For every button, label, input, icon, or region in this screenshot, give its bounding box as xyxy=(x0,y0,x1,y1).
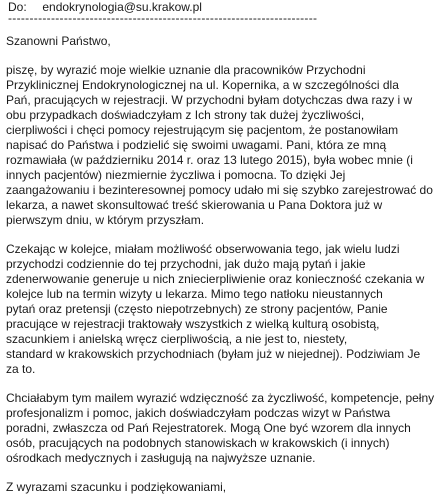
to-label: Do: xyxy=(8,0,27,14)
paragraph-line: cierpliwości i chęci pomocy rejestrującym się pacjentom, że postanowiłam xyxy=(6,123,399,137)
paragraph-line: zaangażowaniu i bezinteresownej pomocy udało mi się szybko zarejestrować do xyxy=(6,183,433,197)
paragraph-line: pytań oraz pretensji (często niepotrzebnych) ze strony pacjentów, Panie xyxy=(6,302,388,316)
paragraph-line: innych pacjentów) niezmiernie życzliwa i pomocna. To dzięki Jej xyxy=(6,168,346,182)
paragraph-line: przychodzi codziennie do tej przychodni, jak dużo mają pytań i jakie xyxy=(6,257,366,271)
paragraph-line: ośrodkach medycznych i zasługują na najwyższe uznanie. xyxy=(6,451,316,465)
paragraph-line: profesjonalizm i pomoc, jakich doświadczyłam podczas wizyt w Państwa xyxy=(6,406,391,420)
paragraph-line: kolejce lub na termin wizyty u lekarza. Mimo tego natłoku nieustannych xyxy=(6,287,383,301)
paragraph-line: rozmawiała (w październiku 2014 r. oraz 13 lutego 2015), była wobec mnie (i xyxy=(6,153,413,167)
header-separator: ------------------------------------------------------------------------ xyxy=(8,11,318,25)
paragraph-line: lekarza, a nawet skonsultować treść skierowania u Pana Doktora już w xyxy=(6,198,383,212)
closing-line: Z wyrazami szacunku i podziękowaniami, xyxy=(6,480,227,494)
paragraph-1 xyxy=(6,63,438,228)
paragraph-line: obu przypadkach doświadczyłam z Ich strony tak dużej życzliwości, xyxy=(6,108,365,122)
paragraph-line: Przyklinicznej Endokrynologicznej na ul. Kopernika, a w szczególności dla xyxy=(6,78,399,92)
paragraph-line: zdenerwowanie generuje u nich zniecierpliwienie oraz konieczność czekania w xyxy=(6,272,425,286)
paragraph-line: pierwszym dniu, w którym przyszłam. xyxy=(6,213,205,227)
paragraph-line: napisać do Państwa i podzielić się swoimi uwagami. Pani, która ze mną xyxy=(6,138,387,152)
paragraph-line: poradni, zwłaszcza od Pań Rejestratorek. Mogą One być wzorem dla innych xyxy=(6,421,411,435)
paragraph-line: Czekając w kolejce, miałam możliwość obserwowania tego, jak wielu ludzi xyxy=(6,242,400,256)
paragraph-line: Chciałabym tym mailem wyrazić wdzięczność za życzliwość, kompetencje, pełny xyxy=(6,391,435,405)
paragraph-line: szacunkiem i anielską wręcz cierpliwością, a nie jest to, niestety, xyxy=(6,332,348,346)
paragraph-line: osób, pracujących na podobnych stanowiskach w krakowskich (i innych) xyxy=(6,436,390,450)
paragraph-line: Pań, pracujących w rejestracji. W przychodni byłam dotychczas dwa razy i w xyxy=(6,93,413,107)
salutation: Szanowni Państwo, xyxy=(6,34,111,48)
paragraph-line: pracujące w rejestracji traktowały wszystkich z wielką kulturą osobistą, xyxy=(6,317,380,331)
paragraph-3 xyxy=(6,391,438,466)
email-body xyxy=(6,34,438,495)
paragraph-line: standard w krakowskich przychodniach (byłam już w niejednej). Podziwiam Je xyxy=(6,347,421,361)
to-address: endokrynologia@su.krakow.pl xyxy=(42,0,202,14)
paragraph-2 xyxy=(6,242,438,377)
paragraph-line: piszę, by wyrazić moje wielkie uznanie dla pracowników Przychodni xyxy=(6,63,366,77)
paragraph-line: za to. xyxy=(6,362,36,376)
